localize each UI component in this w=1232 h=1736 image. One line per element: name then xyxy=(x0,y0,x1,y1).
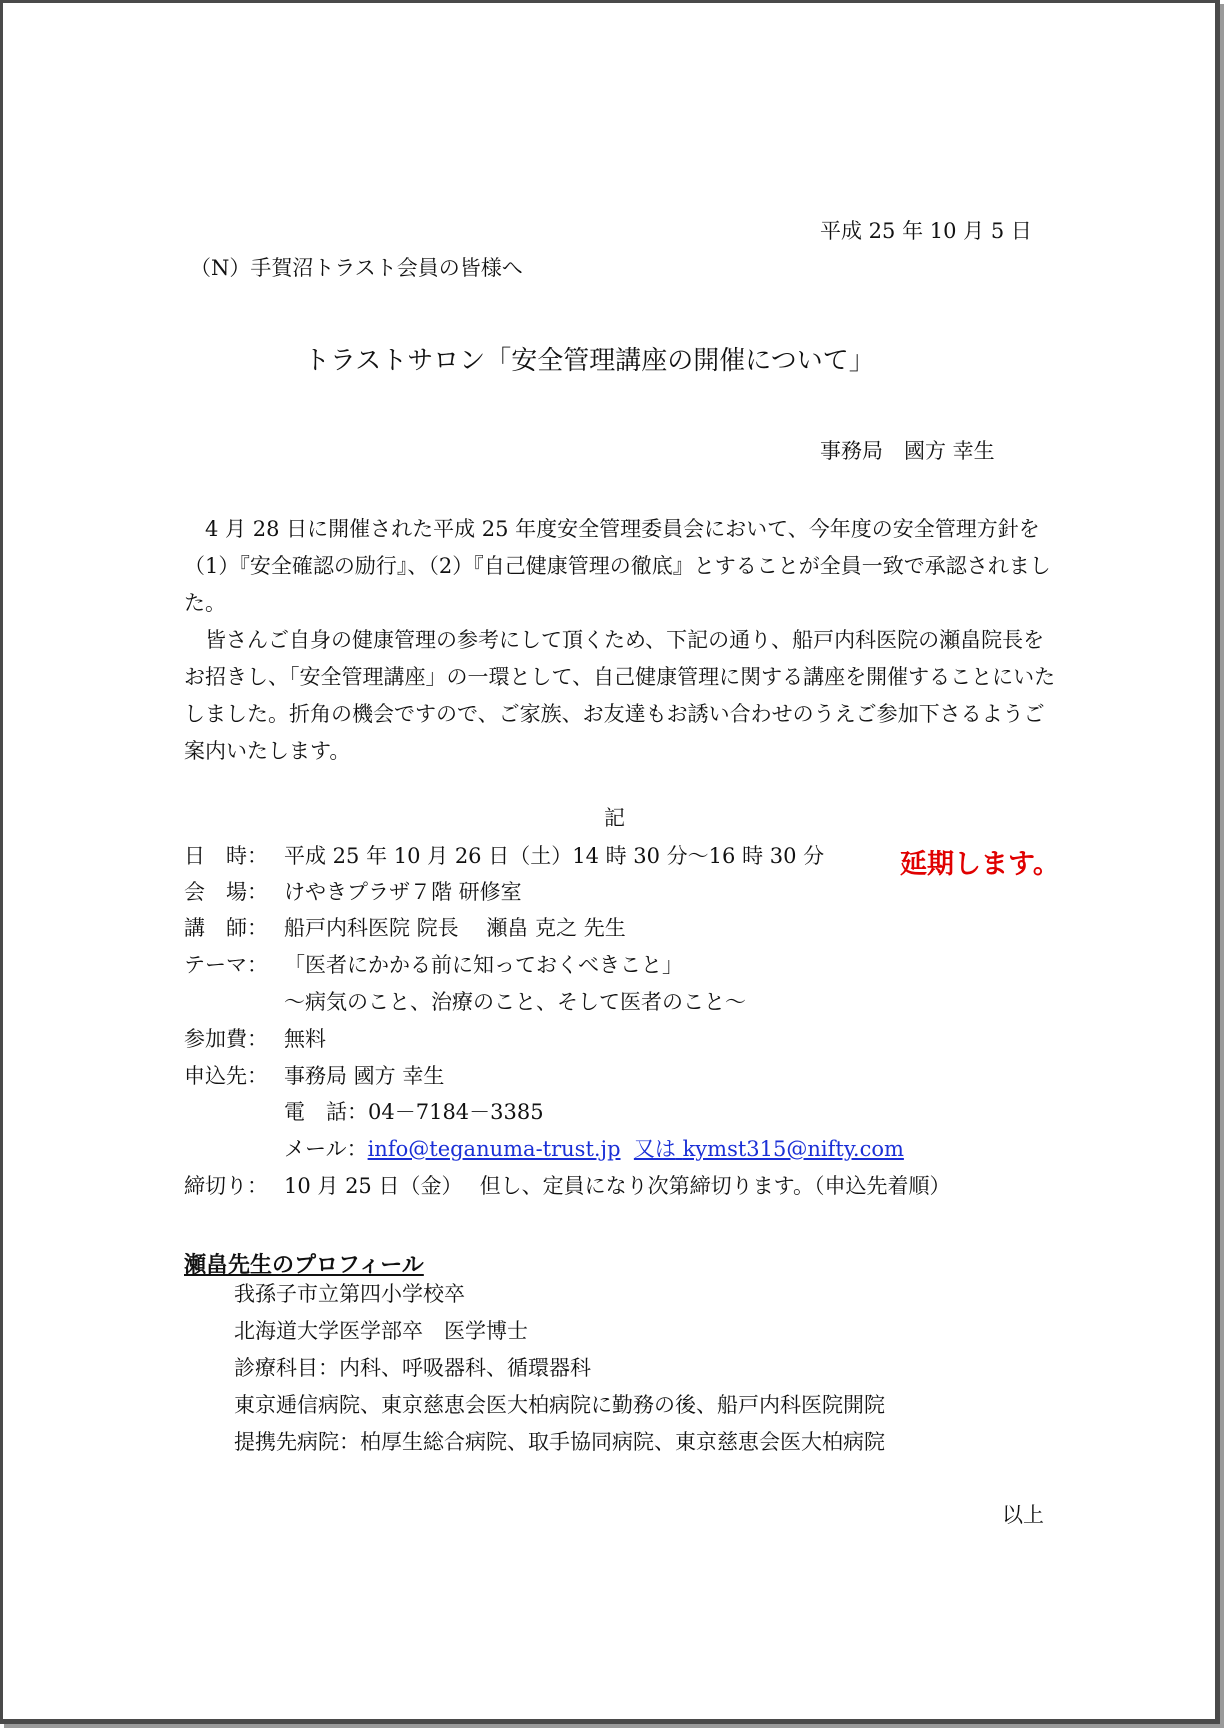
closing-mark: 以上 xyxy=(1002,1503,1044,1527)
profile-line: 北海道大学医学部卒 医学博士 xyxy=(234,1319,528,1343)
venue-value: けやきプラザ７階 研修室 xyxy=(284,880,522,904)
theme-label: テーマ： xyxy=(184,953,268,977)
profile-heading: 瀬畠先生のプロフィール xyxy=(184,1253,424,1278)
profile-line: 我孫子市立第四小学校卒 xyxy=(234,1282,465,1306)
tel-value: 04－7184－3385 xyxy=(368,1100,544,1124)
detail-row-datetime xyxy=(184,846,824,867)
venue-label: 会 場： xyxy=(184,880,268,904)
lecturer-label: 講 師： xyxy=(184,916,268,940)
mail-2: kymst315@nifty.com xyxy=(682,1137,904,1161)
detail-row-fee xyxy=(184,1029,326,1050)
mail-or: 又は xyxy=(633,1137,676,1161)
sender: 事務局 國方 幸生 xyxy=(820,439,995,463)
detail-row-deadline xyxy=(184,1176,950,1197)
deadline-label: 締切り： xyxy=(184,1174,268,1198)
datetime-value: 平成 25 年 10 月 26 日（土）14 時 30 分～16 時 30 分 xyxy=(284,844,825,868)
recipient-greeting: （N）手賀沼トラスト会員の皆様へ xyxy=(190,256,523,280)
fee-value: 無料 xyxy=(284,1027,326,1051)
email-link-2[interactable] xyxy=(634,1137,904,1161)
profile-line: 提携先病院：柏厚生総合病院、取手協同病院、東京慈恵会医大柏病院 xyxy=(234,1430,885,1454)
detail-row-lecturer xyxy=(184,918,626,939)
detail-row-theme xyxy=(184,955,683,976)
theme-value: 「医者にかかる前に知っておくべきこと」 xyxy=(284,953,683,977)
theme-subtitle: ～病気のこと、治療のこと、そして医者のこと～ xyxy=(284,990,746,1014)
body-text xyxy=(184,511,1056,770)
detail-row-apply xyxy=(184,1066,444,1087)
mail-label: メール： xyxy=(284,1137,368,1161)
body-paragraph-1: 4 月 28 日に開催された平成 25 年度安全管理委員会において、今年度の安全管理方針を（1）『安全確認の励行』、（2）『自己健康管理の徹底』とすることが全員一致で承認されました。 xyxy=(184,517,1051,615)
lecturer-value: 船戸内科医院 院長 瀬畠 克之 先生 xyxy=(284,916,626,940)
deadline-value: 10 月 25 日（金） 但し、定員になり次第締切ります。（申込先着順） xyxy=(284,1174,951,1198)
apply-label: 申込先： xyxy=(184,1064,268,1088)
tel-row xyxy=(284,1102,544,1123)
tel-label: 電 話： xyxy=(284,1100,368,1124)
profile-line: 診療科目：内科、呼吸器科、循環器科 xyxy=(234,1356,591,1380)
apply-value: 事務局 國方 幸生 xyxy=(284,1064,445,1088)
fee-label: 参加費： xyxy=(184,1027,268,1051)
mail-row xyxy=(284,1139,904,1160)
profile-line: 東京逓信病院、東京慈恵会医大柏病院に勤務の後、船戸内科医院開院 xyxy=(234,1393,885,1417)
datetime-label: 日 時： xyxy=(184,844,268,868)
body-paragraph-2: 皆さんご自身の健康管理の参考にして頂くため、下記の通り、船戸内科医院の瀬畠院長をお招きし、「安全管理講座」の一環として、自己健康管理に関する講座を開催することにいたしました。折角の機会ですので、ご家族、お友達もお誘い合わせのうえご参加下さるようご案内いたします。 xyxy=(184,628,1056,763)
postpone-notice: 延期します。 xyxy=(900,849,1060,880)
ki-heading: 記 xyxy=(604,806,625,830)
email-link-1[interactable]: info@teganuma-trust.jp xyxy=(367,1137,621,1161)
detail-row-venue xyxy=(184,882,522,903)
document-title: トラストサロン「安全管理講座の開催について」 xyxy=(304,346,875,376)
document-date: 平成 25 年 10 月 5 日 xyxy=(820,219,1032,243)
